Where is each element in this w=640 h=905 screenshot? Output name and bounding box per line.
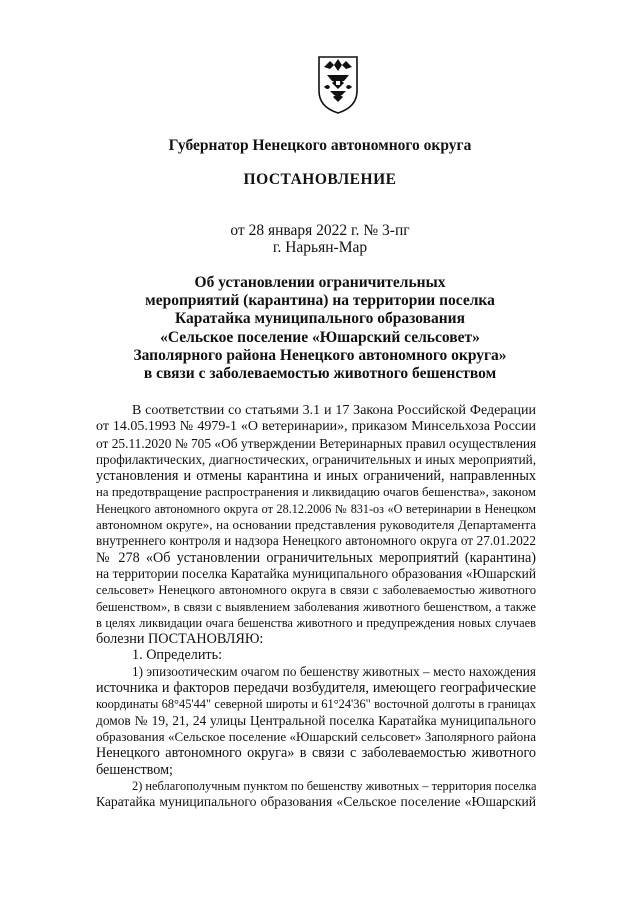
document-type-heading: ПОСТАНОВЛЕНИЕ bbox=[243, 171, 397, 188]
body-text-line: 1) эпизоотическим очагом по бешенству животных – место нахождения bbox=[132, 663, 536, 679]
decree-date-number: от 28 января 2022 г. № 3-пг bbox=[230, 222, 410, 239]
nenets-okrug-coat-of-arms-icon bbox=[316, 55, 360, 115]
body-text-line: бешенством», в связи с выявлением заболевания животного бешенством, а также bbox=[96, 599, 536, 614]
body-text-line: болезни ПОСТАНОВЛЯЮ: bbox=[96, 631, 264, 648]
body-text-line: от 25.11.2020 № 705 «Об утверждении Ветеринарных правил осуществления bbox=[96, 435, 536, 451]
body-text-line: № 278 «Об установлении ограничительных мероприятий (карантина) bbox=[96, 549, 536, 566]
decree-title bbox=[100, 274, 540, 383]
body-text-line: В соответствии со статьями 3.1 и 17 Закона Российской Федерации bbox=[132, 403, 536, 418]
body-text-line: сельсовет» Ненецкого автономного округа в связи с заболеваемостью животного bbox=[96, 583, 536, 598]
decree-title-line: Каратайка муниципального образования bbox=[175, 310, 465, 328]
issue-city: г. Нарьян-Мар bbox=[272, 239, 368, 256]
body-text-line: координаты 68°45'44" северной широты и 61°24'36" восточной долготы в границах bbox=[96, 697, 536, 712]
decree-title-line: Заполярного района Ненецкого автономного округа» bbox=[133, 346, 507, 364]
body-text-line: 1. Определить: bbox=[132, 647, 223, 664]
decree-title-line: «Сельское поселение «Юшарский сельсовет» bbox=[160, 328, 480, 346]
decree-title-line: Об установлении ограничительных bbox=[194, 274, 446, 291]
decree-title-line: в связи с заболеваемостью животного бешенством bbox=[143, 365, 497, 383]
body-text-line: внутреннего контроля и надзора Ненецкого автономного округа от 27.01.2022 bbox=[96, 533, 536, 549]
body-text-line: от 14.05.1993 № 4979-1 «О ветеринарии», приказом Минсельхоза России bbox=[96, 419, 536, 435]
body-text-line: на территории поселка Каратайка муниципального образования «Юшарский bbox=[96, 565, 536, 581]
body-text-line: Ненецкого автономного округа от 28.12.2006 № 831-оз «О ветеринарии в Ненецком bbox=[96, 501, 536, 516]
body-text-line: образования «Сельское поселение «Юшарский сельсовет» Заполярного района bbox=[96, 728, 536, 744]
body-text-line: домов № 19, 21, 24 улицы Центральной поселка Каратайка муниципального bbox=[96, 712, 536, 728]
body-text-line: профилактических, диагностических, ограничительных и иных мероприятий, bbox=[96, 451, 536, 467]
body-text-line: в целях ликвидации очага бешенства животного и предупреждения новых случаев bbox=[96, 615, 536, 630]
body-text-line: автономном округе», на основании представления руководителя Департамента bbox=[96, 517, 536, 533]
decree-body-text bbox=[96, 403, 536, 810]
body-text-line: Ненецкого автономного округа» в связи с заболеваемостью животного bbox=[96, 745, 536, 762]
body-text-line: Каратайка муниципального образования «Сельское поселение «Юшарский bbox=[96, 794, 536, 810]
body-text-line: бешенством; bbox=[96, 761, 173, 778]
body-text-line: установления и отмены карантина и иных ограничений, направленных bbox=[96, 468, 536, 485]
body-text-line: на предотвращение распространения и ликвидацию очагов бешенства», законом bbox=[96, 485, 536, 500]
decree-title-line: мероприятий (карантина) на территории поселка bbox=[145, 292, 495, 310]
body-text-line: 2) неблагополучным пунктом по бешенству животных – территория поселка bbox=[132, 778, 536, 793]
body-text-line: источника и факторов передачи возбудителя, имеющего географические bbox=[96, 680, 536, 697]
issuer-title: Губернатор Ненецкого автономного округа bbox=[168, 137, 472, 154]
